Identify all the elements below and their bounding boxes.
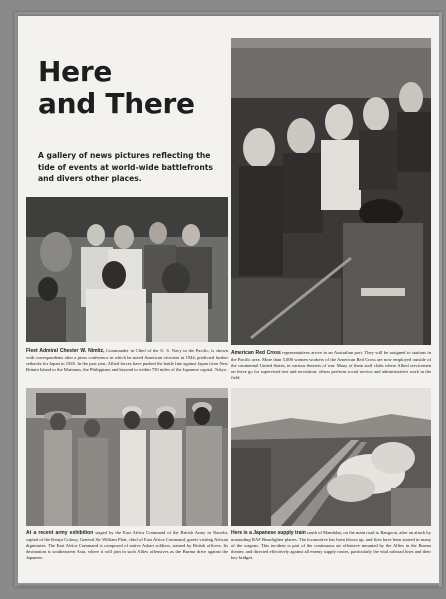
caption-text: Commander in Chief of the U. S. Navy in the Pacific, is shown with correspondents after a press conference in which he noted American victories in 1944, predicted further setbacks for Japan in 1945. In the past year, Allied forces have pushed the battle line against Japan from New Britain Island to the Marianas, the Philippines and beyond to within 750 miles of the Japanese capital, Tokyo.	[26, 348, 228, 372]
caption-lead: Fleet Admiral Chester W. Nimitz,	[26, 348, 105, 354]
caption-text: staged by the East Africa Command of the British Army in Nairobi, capital of the Kenya Colony, General Sir William Platt, chief of East Africa Command, greets visiting African dignitaries. The East Africa Command is composed of native Askari soldiers, trained by British officers. Its destination is southeastern Asia, where it will join in such Allies offensives as the Burma drive against the Japanese.	[26, 530, 229, 560]
nimitz-press-photo	[26, 197, 228, 342]
top-border	[14, 12, 442, 16]
bottom-border	[14, 583, 442, 587]
left-border	[14, 12, 18, 587]
caption-lead: American Red Cross	[231, 350, 281, 356]
army-exhibition-photo	[26, 388, 228, 526]
nimitz-caption	[26, 348, 228, 373]
supply-train-caption	[231, 530, 431, 561]
caption-text: south of Mandalay, on the main road to Rangoon, after an attack by marauding RAF Beaufighter planes. The locomotive has been blown up, and fires have been started in many of the wagons. This incident is part of the continuous air offensive mounted by the Allies in the Burma theater, and directed effectively against all enemy supply routes, particularly the vital railroad lines and their key bridges.	[231, 530, 431, 560]
red-cross-photo	[231, 38, 431, 345]
caption-lead: At a recent army exhibition	[26, 530, 94, 536]
red-cross-caption	[231, 350, 431, 381]
caption-lead: Here is a Japanese supply train	[231, 530, 306, 536]
right-border	[439, 12, 442, 587]
army-exhibition-caption	[26, 530, 228, 561]
lede-text: A gallery of news pictures reflecting the tide of events at world-wide battlefronts and divers other places.	[38, 151, 213, 183]
supply-train-photo	[231, 388, 431, 526]
caption-text: representatives arrive in an Australian port. They will be assigned to stations in the Pacific area. More than 5,000 women workers of the American Red Cross are now employed outside of the continental United States, in various theaters of war. Many of them staff clubs where Allied servicemen on leave go for supervised rest and recreation; others perform social service and administrative work in the field.	[231, 350, 431, 380]
title-line-2: and There	[38, 87, 195, 120]
page-title	[38, 56, 195, 120]
title-line-1: Here	[38, 55, 113, 88]
